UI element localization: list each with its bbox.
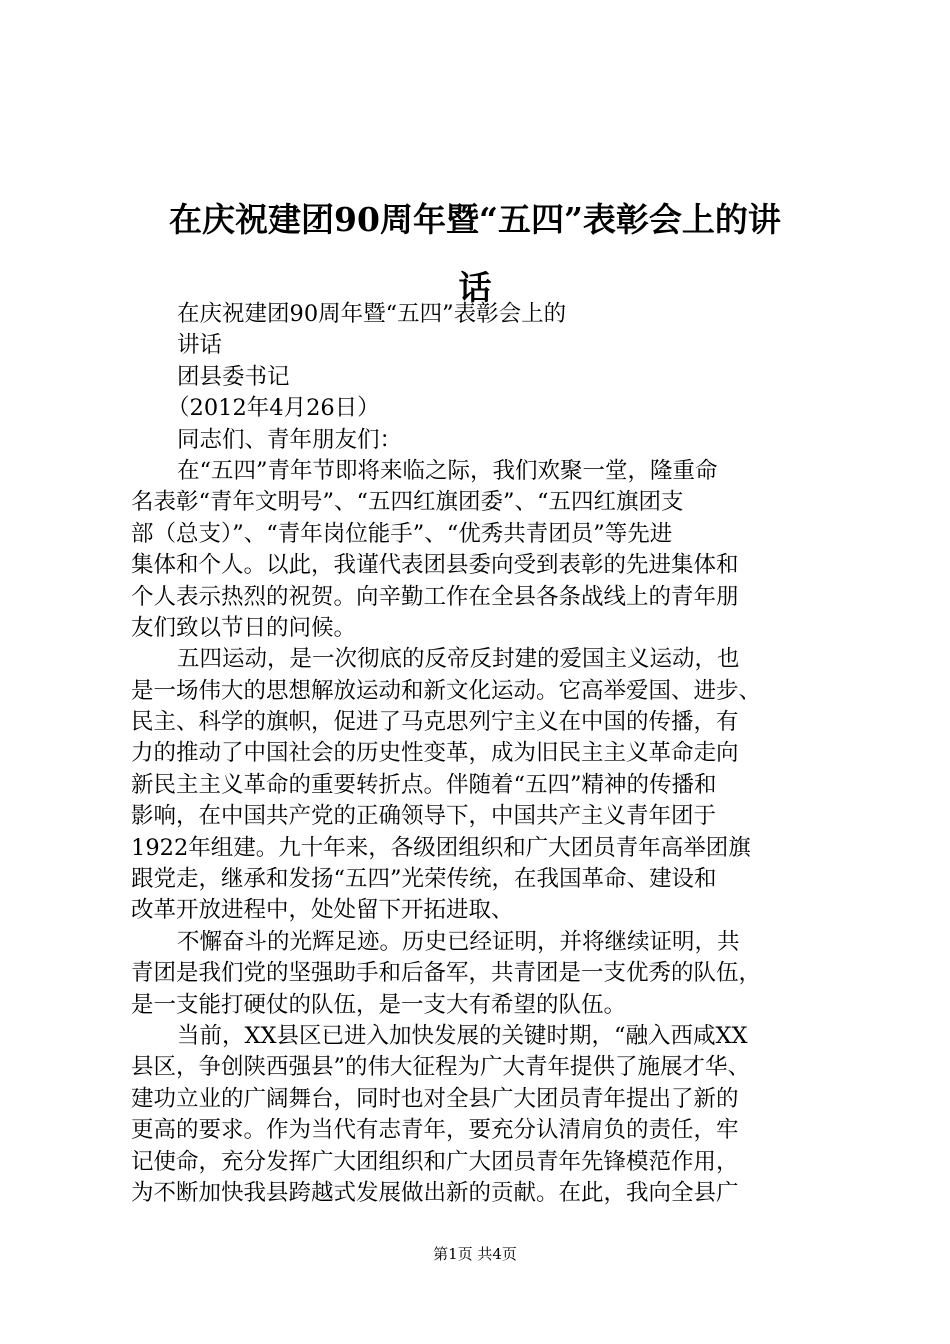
document-title-line-2: 话	[458, 268, 492, 307]
paragraph-line: 五四运动，是一次彻底的反帝反封建的爱国主义运动，也	[177, 646, 740, 673]
paragraph-line: 名表彰“青年文明号”、“五四红旗团委”、“五四红旗团支	[131, 489, 684, 516]
paragraph-line: 更高的要求。作为当代有志青年，要充分认清肩负的责任，牢	[131, 1117, 739, 1144]
document-body	[131, 299, 827, 1209]
paragraph-line: 为不断加快我县跨越式发展做出新的贡献。在此，我向全县广	[131, 1179, 739, 1206]
paragraph-line: 改革开放进程中，处处留下开拓进取、	[131, 897, 514, 924]
paragraph-line: 1922年组建。九十年来，各级团组织和广大团员青年高举团旗	[131, 834, 751, 861]
paragraph-line: 部（总支）”、“青年岗位能手”、“优秀共青团员”等先进	[131, 520, 673, 547]
paragraph-line: 不懈奋斗的光辉足迹。历史已经证明，并将继续证明，共	[177, 928, 740, 955]
paragraph-line: 民主、科学的旗帜，促进了马克思列宁主义在中国的传播，有	[131, 709, 739, 736]
paragraph-line: 建功立业的广阔舞台，同时也对全县广大团员青年提出了新的	[131, 1085, 739, 1112]
paragraph-line: 青团是我们党的坚强助手和后备军，共青团是一支优秀的队伍，	[131, 960, 762, 987]
paragraph-line: 在“五四”青年节即将来临之际，我们欢聚一堂，隆重命	[177, 457, 718, 484]
paragraph-line: 影响，在中国共产党的正确领导下，中国共产主义青年团于	[131, 803, 717, 830]
date-line: （2012年4月26日）	[167, 395, 380, 422]
speaker-line: 团县委书记	[177, 363, 290, 390]
document-title-line-1: 在庆祝建团90周年暨“五四”表彰会上的讲	[169, 200, 781, 239]
paragraph-line: 县区，争创陕西强县”的伟大征程为广大青年提供了施展才华、	[131, 1054, 751, 1081]
paragraph-line: 是一场伟大的思想解放运动和新文化运动。它高举爱国、进步、	[131, 677, 762, 704]
paragraph-line: 当前，XX县区已进入加快发展的关键时期，“融入西咸XX	[177, 1022, 748, 1049]
paragraph-line: 集体和个人。以此，我谨代表团县委向受到表彰的先进集体和	[131, 552, 739, 579]
page-number-label: 第1页 共4页	[433, 1245, 517, 1263]
paragraph-line: 友们致以节日的问候。	[131, 614, 357, 641]
paragraph-line: 记使命，充分发挥广大团组织和广大团员青年先锋模范作用，	[131, 1148, 739, 1175]
page-footer	[0, 1244, 950, 1264]
subtitle-line: 在庆祝建团90周年暨“五四”表彰会上的	[177, 301, 567, 327]
paragraph-line: 跟党走，继承和发扬“五四”光荣传统，在我国革命、建设和	[131, 866, 717, 893]
salutation-line: 同志们、青年朋友们：	[177, 426, 403, 453]
paragraph-line: 力的推动了中国社会的历史性变革，成为旧民主主义革命走向	[131, 740, 739, 767]
paragraph-line: 新民主主义革命的重要转折点。伴随着“五四”精神的传播和	[131, 771, 717, 798]
paragraph-line: 个人表示热烈的祝贺。向辛勤工作在全县各条战线上的青年朋	[131, 583, 739, 610]
paragraph-line: 是一支能打硬仗的队伍，是一支大有希望的队伍。	[131, 991, 627, 1018]
subtitle-line: 讲话	[177, 332, 223, 359]
